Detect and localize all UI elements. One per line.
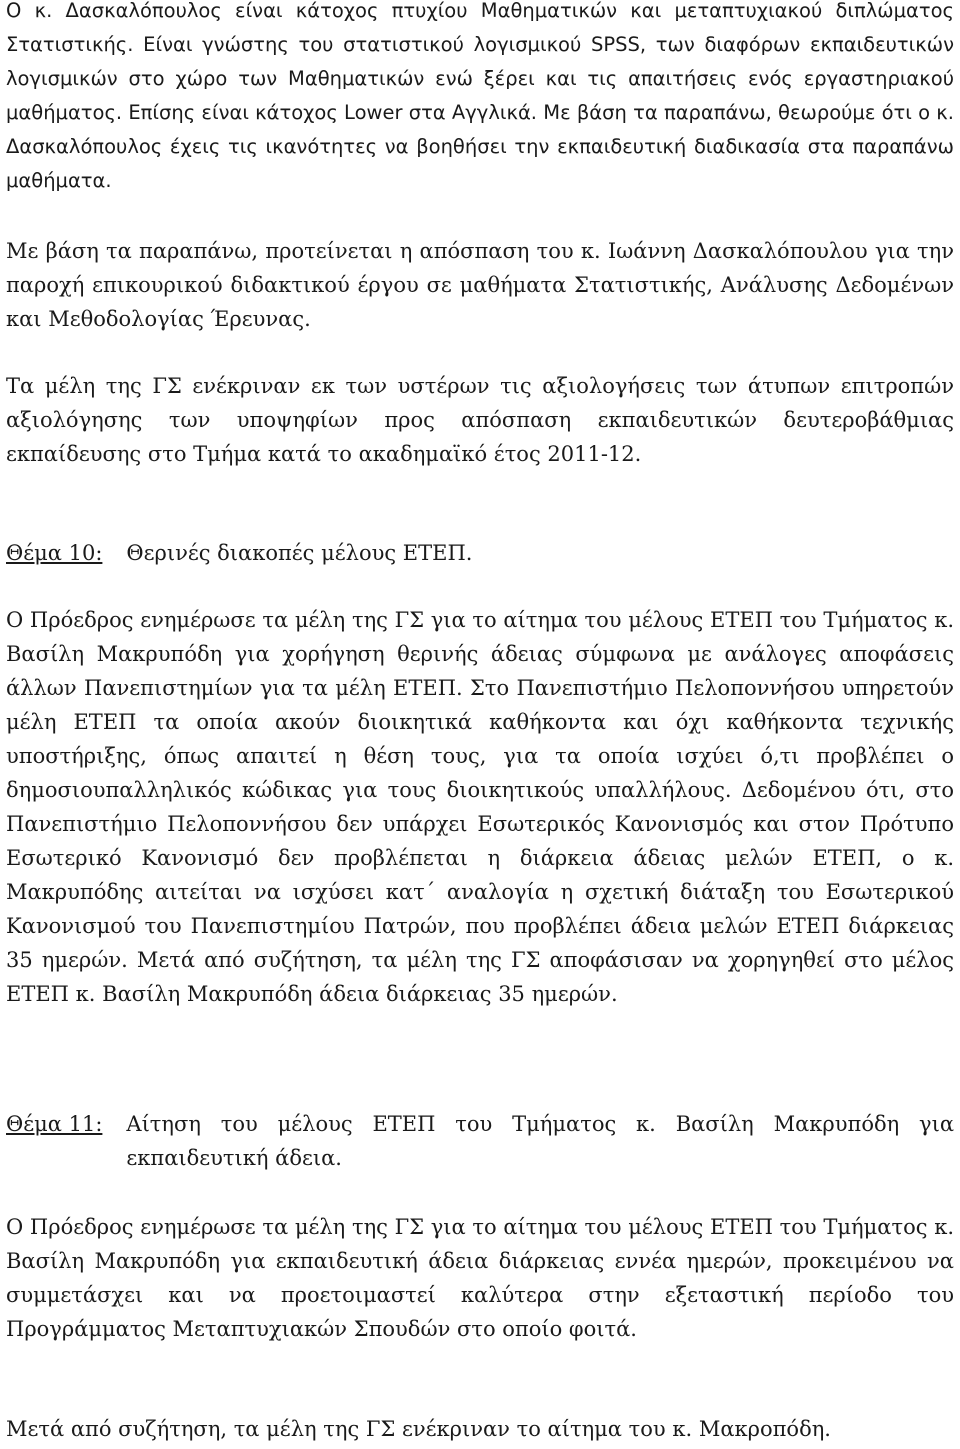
topic-10-label: Θέμα 10: xyxy=(6,541,103,565)
paragraph-evaluation-approval: Τα μέλη της ΓΣ ενέκριναν εκ των υστέρων τις αξιολογήσεις των άτυπων επιτροπών αξιολόγησης των υποψηφίων προς απόσπαση εκπαιδευτικών δευτεροβάθμιας εκπαίδευσης στο Τμήμα κατά το ακαδημαϊκό έτος 2011-12. xyxy=(6,374,954,466)
topic-10-body: Ο Πρόεδρος ενημέρωσε τα μέλη της ΓΣ για το αίτημα του μέλους ΕΤΕΠ του Τμήματος κ. Βασίλη Μακρυπόδη για χορήγηση θερινής άδειας σύμφωνα με ανάλογες αποφάσεις άλλων Πανεπιστημίων για τα μέλη ΕΤΕΠ. Στο Πανεπιστήμιο Πελοποννήσου υπηρετούν μέλη ΕΤΕΠ τα οποία ακούν διοικητικά καθήκοντα και όχι καθήκοντα τεχνικής υποστήριξης, όπως απαιτεί η θέση τους, για τα οποία ισχύει ό,τι προβλέπει ο δημοσιουπαλληλικός κώδικας για τους διοικητικούς υπαλλήλους. Δεδομένου ότι, στο Πανεπιστήμιο Πελοποννήσου δεν υπάρχει Εσωτερικός Κανονισμός και στον Πρότυπο Εσωτερικό Κανονισμό δεν προβλέπεται η διάρκεια άδειας μελών ΕΤΕΠ, ο κ. Μακρυπόδης αιτείται να ισχύσει κατ΄ αναλογία η σχετική διάταξη του Εσωτερικού Κανονισμού του Πανεπιστημίου Πατρών, που προβλέπει άδεια μελών ΕΤΕΠ διάρκειας 35 ημερών. Μετά από συζήτηση, τα μέλη της ΓΣ αποφάσισαν να χορηγηθεί στο μέλος ΕΤΕΠ κ. Βασίλη Μακρυπόδη άδεια διάρκειας 35 ημερών. xyxy=(6,608,954,1006)
topic-11-body: Ο Πρόεδρος ενημέρωσε τα μέλη της ΓΣ για το αίτημα του μέλους ΕΤΕΠ του Τμήματος κ. Βασίλη Μακρυπόδη για εκπαιδευτική άδεια διάρκειας εννέα ημερών, προκειμένου να συμμετάσχει και να προετοιμαστεί καλύτερα στην εξεταστική περίοδο του Προγράμματος Μεταπτυχιακών Σπουδών στο οποίο φοιτά. xyxy=(6,1215,954,1341)
paragraph-qualifications: Ο κ. Δασκαλόπουλος είναι κάτοχος πτυχίου Μαθηματικών και μεταπτυχιακού διπλώματος Στατιστικής. Είναι γνώστης του στατιστικού λογισμικού SPSS, των διαφόρων εκπαιδευτικών λογισμικών στο χώρο των Μαθηματικών ενώ ξέρει και τις απαιτήσεις ενός εργαστηριακού μαθήματος. Επίσης είναι κάτοχος Lower στα Αγγλικά. Με βάση τα παραπάνω, θεωρούμε ότι ο κ. Δασκαλόπουλος έχεις τις ικανότητες να βοηθήσει την εκπαιδευτική διαδικασία στα παραπάνω μαθήματα. xyxy=(6,0,954,192)
topic-10-heading xyxy=(6,536,954,570)
topic-10-title: Θερινές διακοπές μέλους ΕΤΕΠ. xyxy=(126,541,473,565)
topic-11-decision: Μετά από συζήτηση, τα μέλη της ΓΣ ενέκριναν το αίτημα του κ. Μακροπόδη. xyxy=(6,1417,831,1441)
topic-11-label: Θέμα 11: xyxy=(6,1112,103,1136)
topic-11-title: Αίτηση του μέλους ΕΤΕΠ του Τμήματος κ. Βασίλη Μακρυπόδη για εκπαιδευτική άδεια. xyxy=(126,1112,954,1170)
topic-11-heading xyxy=(6,1107,954,1175)
paragraph-secondment-proposal: Με βάση τα παραπάνω, προτείνεται η απόσπαση του κ. Ιωάννη Δασκαλόπουλου για την παροχή επικουρικού διδακτικού έργου σε μαθήματα Στατιστικής, Ανάλυσης Δεδομένων και Μεθοδολογίας Έρευνας. xyxy=(6,239,954,331)
